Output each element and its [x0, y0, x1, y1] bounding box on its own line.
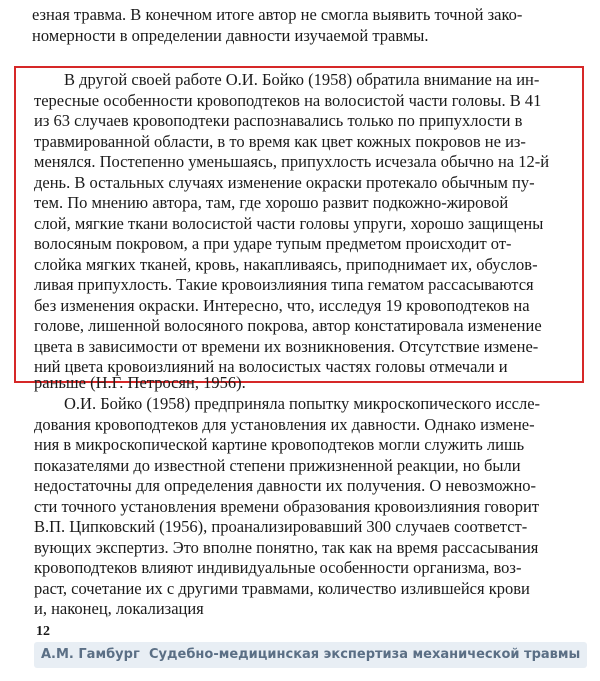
text-line: номерности в определении давности изучаемой травмы.	[32, 26, 429, 45]
text-line: без изменения окраски. Интересно, что, исследуя 19 кровоподтеков на	[34, 296, 530, 315]
text-line: ливая припухлость. Такие кровоизлияния типа гематом рассасываются	[34, 275, 534, 294]
text-line: В.П. Ципковский (1956), проанализировавший 300 случаев соответст-	[34, 517, 528, 536]
text-line: голове, лишенной волосяного покрова, автор констатировала изменение	[34, 316, 542, 335]
footer-book-title: Судебно-медицинская экспертиза механической травмы	[142, 642, 587, 668]
text-line: показателями до известной степени прижизненной реакции, но были	[34, 456, 521, 475]
text-line: недостаточны для определения давности их получения. О невозможно-	[34, 476, 537, 495]
text-line: О.И. Бойко (1958) предприняла попытку микроскопического иссле-	[64, 394, 541, 413]
text-line: езная травма. В конечном итоге автор не смогла выявить точной зако-	[32, 5, 523, 24]
text-line: ния в микроскопической картине кровоподтеков могли служить лишь	[34, 435, 525, 454]
text-line: менялся. Постепенно уменьшаясь, припухлость исчезала обычно на 12-й	[34, 152, 550, 171]
text-line: дования кровоподтеков для установления их давности. Однако измене-	[34, 415, 535, 434]
text-line: слой, мягкие ткани волосистой части головы упруги, хорошо защищены	[34, 214, 544, 233]
text-line: тем. По мнению автора, там, где хорошо развит подкожно-жировой	[34, 193, 509, 212]
text-line: ний цвета кровоизлияний на волосистых частях головы отмечали и	[34, 357, 508, 376]
footer-author: А.М. Гамбург	[34, 642, 147, 668]
page-number: 12	[36, 624, 50, 639]
text-line: травмированной области, в то время как цвет кожных покровов не из-	[34, 132, 526, 151]
text-line: кровоподтеков влияют индивидуальные особенности организма, воз-	[34, 558, 522, 577]
text-line: слойка мягких тканей, кровь, накапливаясь, приподнимает их, обуслов-	[34, 255, 538, 274]
text-line: вующих экспертиз. Это вполне понятно, так как на время рассасывания	[34, 538, 539, 557]
text-line: раст, сочетание их с другими травмами, количество излившейся крови	[34, 579, 530, 598]
text-line: раньше (Н.Г. Петросян, 1956).	[34, 373, 246, 392]
text-line: В другой своей работе О.И. Бойко (1958) обратила внимание на ин-	[64, 70, 540, 89]
text-line: и, наконец, локализация	[34, 599, 204, 618]
text-line: сти точного установления времени образования кровоизлияния говорит	[34, 497, 540, 516]
text-line: тересные особенности кровоподтеков на волосистой части головы. В 41	[34, 91, 542, 110]
text-line: цвета в зависимости от времени их возникновения. Отсутствие измене-	[34, 337, 539, 356]
text-line: волосяным покровом, а при ударе тупым предметом происходит от-	[34, 234, 512, 253]
text-line: из 63 случаев кровоподтеки распознавались только по припухлости в	[34, 111, 523, 130]
text-line: день. В остальных случаях изменение окраски протекало обычным пу-	[34, 173, 535, 192]
